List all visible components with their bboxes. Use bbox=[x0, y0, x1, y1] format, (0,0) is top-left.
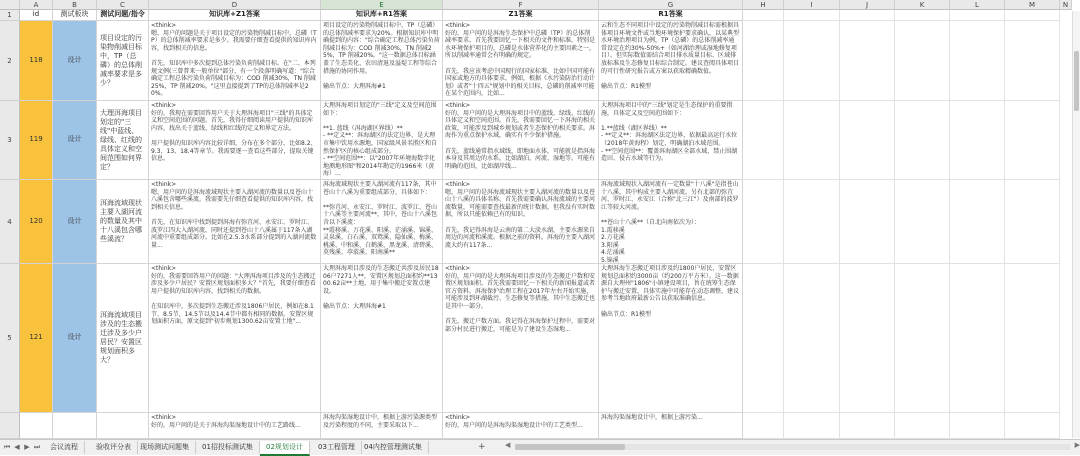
empty-cell[interactable] bbox=[895, 180, 950, 264]
column-header-c[interactable]: C bbox=[97, 0, 149, 10]
empty-cell[interactable] bbox=[743, 10, 784, 21]
cell-kb-r1-answer[interactable]: 项目设定的污染物削减目标中，TP（总磷）的总体削减率要求为20%。根据知识库中明确提到的内容："综合确定工程总体污染负荷削减目标为：COD 削减30%，TN 削减25%，TP 削减20%。"这一数据总体目标涵盖了生态美化、农田清退及溢堤工程等综合措施的协同作用。 输出节点：大理洱海#1 bbox=[321, 21, 443, 101]
empty-cell[interactable] bbox=[1005, 180, 1060, 264]
column-header-e[interactable]: E bbox=[321, 0, 443, 10]
column-header-g[interactable]: G bbox=[599, 0, 743, 10]
empty-cell[interactable] bbox=[1005, 21, 1060, 101]
empty-cell[interactable] bbox=[784, 10, 840, 21]
row-header-6[interactable] bbox=[0, 413, 20, 439]
header-cell-z1[interactable]: Z1答案 bbox=[443, 10, 599, 21]
cell-z1-answer[interactable]: <think> 嗯，用户问的是洱海流域现状主要入湖河流的数量以及苍山十八溪的具体名称。首先我需要确认洱海流域的主要河流数量，可能需要查找最新的统计数据，但我没有实时数据，所以只能依赖已有的知识。 首先，我记得洱海是云南的第二大淡水湖，主要水源来自周边的河流和溪流。根据之前的资料，洱海的主要入湖河流大约有117条... bbox=[443, 180, 599, 264]
cell-kb-r1-answer[interactable]: 洱海流域现状主要入湖河流有117条，其中苍山十八溪为重要组成部分，具体如下： **弥苴河、永安江、罗时江、波罗江、苍山十八溪等主要河流**，其中，苍山十八溪包含以下溪流： **霞移溪、万花溪、阳溪、茫涌溪、锦溪、灵泉溪、白石溪、双鸳溪、隐仙溪、梅溪、桃溪、中和溪、白鹤溪、黑龙溪、清碧溪、莫残溪、葶蒗溪、阳南溪** bbox=[321, 180, 443, 264]
cell-category[interactable]: 设计 bbox=[53, 101, 97, 180]
empty-cell[interactable] bbox=[1005, 264, 1060, 413]
add-sheet-button[interactable]: + bbox=[478, 442, 486, 452]
horizontal-scrollbar[interactable] bbox=[505, 441, 1080, 453]
cell-r1-answer[interactable]: 洱海沟渠湿地设计中，根据上游污染... bbox=[599, 413, 743, 439]
row-header-3[interactable]: 3 bbox=[0, 101, 20, 180]
vertical-scrollbar[interactable] bbox=[1072, 11, 1080, 438]
empty-cell[interactable] bbox=[840, 180, 895, 264]
empty-cell[interactable] bbox=[784, 101, 840, 180]
cell-kb-z1-answer[interactable]: <think> 好的，我现在需要回答用户关于大理洱海项目"三线"的具体定义和空间范围的问题。首先，我得仔细阅读用户提供的知识库内容，找出关于蓝线、绿线和红线的定义和界定方法。 用户提供的知识库内容比较详细，分布在多个部分，比如8.2、9.3、13、18.4等章节。我需要逐一查看这些部分，提取关键信息。 bbox=[149, 101, 321, 180]
cell-id[interactable]: 118 bbox=[20, 21, 53, 101]
cell-kb-r1-answer[interactable]: 大理洱海项目涉及的生态搬迁共涉及居民1806户7271人**，安置区规划总面积约**1300.62亩**土地，用于集中搬迁安置点建设。 输出节点：大理洱海#1 bbox=[321, 264, 443, 413]
column-header-h[interactable]: H bbox=[743, 0, 784, 10]
sheet-tab[interactable]: 验收评分表 bbox=[90, 441, 138, 454]
cell-question[interactable]: 项目设定的污染物削减目标中，TP（总磷）的总体削减率要求是多少？ bbox=[97, 21, 149, 101]
cell-kb-z1-answer[interactable]: <think> 好的，我需要回答用户的问题："大理洱海项目涉及的生态搬迁涉及多少户居民？安置区规划面积多大？"首先，我要仔细查看用户提供的知识库内容，找到相关的数据。 在知识库中，多次提到生态搬迁涉及1806户居民，例如在8.1节、8.5节、14.5节以及14.4节中都有相同的数据。安置区规划面积方面，原文提到"初步规划1300.62亩安置土地"... bbox=[149, 264, 321, 413]
cell-z1-answer[interactable]: <think> 好的，用户问的是大理洱海项目涉及的生态搬迁户数和安置区规划面积。首先我需要回忆一下相关的新闻报道或者官方资料。洱海保护治理工程在2017年左右开始实施，可能涉及到环湖截污、生态修复等措施，其中生态搬迁也是其中一部分。 首先，搬迁户数方面。我记得在洱海保护过程中，需要对部分村民进行搬迁，可能是为了建设生态湿地... bbox=[443, 264, 599, 413]
empty-cell[interactable] bbox=[784, 180, 840, 264]
column-header-f[interactable]: F bbox=[443, 0, 599, 10]
empty-cell[interactable] bbox=[895, 264, 950, 413]
row-header-5[interactable]: 5 bbox=[0, 264, 20, 413]
empty-cell[interactable] bbox=[895, 10, 950, 21]
sheet-tab[interactable]: 04内控管理测试集 bbox=[358, 441, 429, 454]
empty-cell[interactable] bbox=[895, 413, 950, 439]
last-sheet-icon[interactable]: ⏭ bbox=[33, 443, 41, 451]
cell-kb-z1-answer[interactable]: <think> 嗯，用户问的是洱海流域现状主要入湖河流的数量以及苍山十八溪包含哪些溪流。我需要先仔细查看提供的知识库内容，找到相关信息。 首先，在知识库中找到提到洱海有弥苴河、永安江、罗时江、波罗江四大入湖河流，同时还提到苍山十八溪属于117条入湖河流中重要组成部分。比如在2.5.3水系部分提到的入湖河流数量... bbox=[149, 180, 321, 264]
empty-cell[interactable] bbox=[950, 101, 1005, 180]
next-sheet-icon[interactable]: ▶ bbox=[24, 443, 30, 451]
scroll-right-icon[interactable]: ▶ bbox=[1074, 441, 1080, 449]
empty-cell[interactable] bbox=[950, 21, 1005, 101]
first-sheet-icon[interactable]: ⏮ bbox=[3, 443, 11, 451]
column-header-l[interactable]: L bbox=[950, 0, 1005, 10]
column-header-a[interactable]: A bbox=[20, 0, 53, 10]
row-header-1[interactable]: 1 bbox=[0, 10, 20, 21]
cell-kb-z1-answer[interactable]: <think> 嗯，用户的问题是关于项目设定的污染物削减目标中，总磷（TP）的总体削减率要求是多少。我需要仔细查看提供的知识库内容，找到相关的信息。 首先，知识库中多次提到总体污染负荷削减目标。在"二、本列规文例(三曾普来一般单位"部分，有一个段落明确写道："综合确定工程总体污染负荷削减目标为：COD 削减30%，TN 削减25%，TP 削减20%。"这里直接提到了TP的总体削减率是20%。 bbox=[149, 21, 321, 101]
cell-kb-r1-answer[interactable]: 大理洱海项目划定的"三线"定义及空间范围如下： **1. 蓝线（洱海湖区界线）** - **定义**：洱海湖区的法定边界，是大理市集中饮用水源地，国家级风景名胜区和自然保护区的核心组成部分。 - **空间范围**：以"2007年环境海数字化地测地形图"和2014年勘定的1966米（黄海）... bbox=[321, 101, 443, 180]
horizontal-scrollbar-thumb[interactable] bbox=[515, 444, 625, 450]
cell-category[interactable] bbox=[53, 413, 97, 439]
empty-cell[interactable] bbox=[743, 180, 784, 264]
cell-z1-answer[interactable]: <think> 好的，用户问的是洱海沟渠湿地设计中的工艺类型... bbox=[443, 413, 599, 439]
empty-cell[interactable] bbox=[784, 21, 840, 101]
prev-sheet-icon[interactable]: ◀ bbox=[14, 443, 20, 451]
empty-cell[interactable] bbox=[840, 413, 895, 439]
cell-r1-answer[interactable]: 云和生态不同项目中设定的污染物削减目标需根据具体项目环境文件或当地环境保护要求确认，以某典型水环境治理项目为例，TP（总磷）的总体削减率通常设定在约30%-50%+（如河湖治理或湿地修复项目）。但实际数值需结合项目排水质量目标、区域排放标准及生态修复目标综合制定。建议查阅具体项目的可行性研究报告或方案以获取精确数值。 输出节点：R1模型 bbox=[599, 21, 743, 101]
cell-question[interactable] bbox=[97, 413, 149, 439]
cell-r1-answer[interactable]: 大理洱海项目中的"三线"划定是生态保护的重要措施，具体定义及空间范围如下： 1.**蓝线（湖区界线）** - **定义**：洱海湖区法定边界，依据最高运行水位（2018年黄海程）划定，明确湖泊水域范围。 - **空间范围**：覆盖洱海湖区全部水域，禁止围湖造田、侵占水域等行为。 bbox=[599, 101, 743, 180]
empty-cell[interactable] bbox=[840, 10, 895, 21]
empty-cell[interactable] bbox=[840, 101, 895, 180]
empty-cell[interactable] bbox=[840, 21, 895, 101]
column-header-b[interactable]: B bbox=[53, 0, 97, 10]
cell-id[interactable]: 120 bbox=[20, 180, 53, 264]
column-header-n[interactable]: N bbox=[1060, 0, 1072, 10]
column-header-m[interactable]: M bbox=[1005, 0, 1060, 10]
cell-r1-answer[interactable]: 大理洱海生态搬迁项目涉及约1800户居民，安置区规划总面积约3000亩（约200万平方米）。这一数据源自大理州"1806"小镇建设项目，旨在统筹生态保护与搬迁安置，具体实施中可能存在动态调整，建议参考当地政府最新公告以获取准确信息。 输出节点：R1模型 bbox=[599, 264, 743, 413]
sheet-tab[interactable]: 会议流程 bbox=[44, 441, 85, 454]
cell-question[interactable]: 洱海流域项目涉及的生态搬迁涉及多少户居民？安置区规划面积多大？ bbox=[97, 264, 149, 413]
empty-cell[interactable] bbox=[1005, 101, 1060, 180]
cell-category[interactable]: 设计 bbox=[53, 264, 97, 413]
column-header-k[interactable]: K bbox=[895, 0, 950, 10]
cell-r1-answer[interactable]: 洱海流域现状入湖河流有一定数量"十八溪"是指苍山十八溪，其中构成主要入湖河流。另有北部的弥苴河、罗时江、永安江（合称"北三江"）及南部的波罗江等较大河流。 **苍山十八溪**（自北向南依次为）： 1.霞移溪 2.万花溪 3.阳溪 4.茫涌溪 5.锦溪 bbox=[599, 180, 743, 264]
vertical-scrollbar-thumb[interactable] bbox=[1074, 51, 1079, 111]
empty-cell[interactable] bbox=[743, 21, 784, 101]
cell-id[interactable] bbox=[20, 413, 53, 439]
cell-kb-r1-answer[interactable]: 洱海沟渠湿地设计中，根据上游污染源类型及污染程度的不同，主要采取以下... bbox=[321, 413, 443, 439]
cell-kb-z1-answer[interactable]: <think> 好的，用户问的是关于洱海沟渠湿地设计中的工艺路线... bbox=[149, 413, 321, 439]
empty-cell[interactable] bbox=[1005, 413, 1060, 439]
sheet-tab[interactable]: 01招投标测试集 bbox=[196, 441, 260, 454]
empty-cell[interactable] bbox=[840, 264, 895, 413]
header-cell-kb-z1[interactable]: 知识库+Z1答案 bbox=[149, 10, 321, 21]
empty-cell[interactable] bbox=[743, 101, 784, 180]
header-cell-r1[interactable]: R1答案 bbox=[599, 10, 743, 21]
cell-question[interactable]: 洱海流域现状主要入湖河流的数量及其中十八溪包含哪些溪流？ bbox=[97, 180, 149, 264]
header-cell-category[interactable]: 测试板块 bbox=[53, 10, 97, 21]
column-header-i[interactable]: I bbox=[784, 0, 840, 10]
scroll-left-icon[interactable]: ◀ bbox=[505, 441, 511, 449]
empty-cell[interactable] bbox=[895, 21, 950, 101]
empty-cell[interactable] bbox=[950, 180, 1005, 264]
sheet-tab[interactable]: 现场测试问题集 bbox=[134, 441, 196, 454]
cell-category[interactable]: 设计 bbox=[53, 180, 97, 264]
header-cell-kb-r1[interactable]: 知识库+R1答案 bbox=[321, 10, 443, 21]
empty-cell[interactable] bbox=[784, 264, 840, 413]
column-header-corner[interactable] bbox=[0, 0, 20, 10]
cell-question[interactable]: 大理洱海项目划定的"三线"中蓝线、绿线、红线的具体定义和空间范围如何界定？ bbox=[97, 101, 149, 180]
sheet-tab[interactable]: 03工程管理 bbox=[312, 441, 362, 454]
sheet-tab[interactable]: 02规划设计 bbox=[260, 441, 310, 456]
empty-cell[interactable] bbox=[784, 413, 840, 439]
cell-id[interactable]: 119 bbox=[20, 101, 53, 180]
cell-category[interactable]: 设计 bbox=[53, 21, 97, 101]
empty-cell[interactable] bbox=[950, 10, 1005, 21]
empty-cell[interactable] bbox=[895, 101, 950, 180]
empty-cell[interactable] bbox=[1005, 10, 1060, 21]
empty-cell[interactable] bbox=[743, 413, 784, 439]
cell-id[interactable]: 121 bbox=[20, 264, 53, 413]
row-header-2[interactable]: 2 bbox=[0, 21, 20, 101]
empty-cell[interactable] bbox=[743, 264, 784, 413]
header-cell-id[interactable]: id bbox=[20, 10, 53, 21]
row-header-4[interactable]: 4 bbox=[0, 180, 20, 264]
empty-cell[interactable] bbox=[950, 413, 1005, 439]
empty-cell[interactable] bbox=[950, 264, 1005, 413]
column-header-j[interactable]: J bbox=[840, 0, 895, 10]
cell-z1-answer[interactable]: <think> 好的，用户问的是大理洱海项目中的蓝线、绿线、红线的具体定义和空间范围。首先，我需要回忆一下洱海的相关政策，可能涉及到城乡规划或者生态保护的相关要求。洱海作为重点保护水域，确实有不少保护措施。 首先，蓝线通常指水域线，即地面水体，可能就是指洱海本身及其周边的水系，比如湖泊、河流、湿地等。可能有明确的范围，比如湖岸线... bbox=[443, 101, 599, 180]
header-cell-question[interactable]: 测试问题/指令 bbox=[97, 10, 149, 21]
column-header-d[interactable]: D bbox=[149, 0, 321, 10]
cell-z1-answer[interactable]: <think> 好的，用户问的是洱海生态保护中总磷（TP）的总体削减率要求。首先我要回忆一下相关的文件和标准，特别是水环境保护项目的，总磷是水体营养化的主要因素之一，所以削减率通常会有明确的规定。 首先，我应该考虑中国现行的国家标准，比如中国可能有国家或地方的具体要求，例如，根据《水污染防治行动计划》或者"十四五"规划中的相关目标，总磷的削减率可能在某个范围内，比如... bbox=[443, 21, 599, 101]
